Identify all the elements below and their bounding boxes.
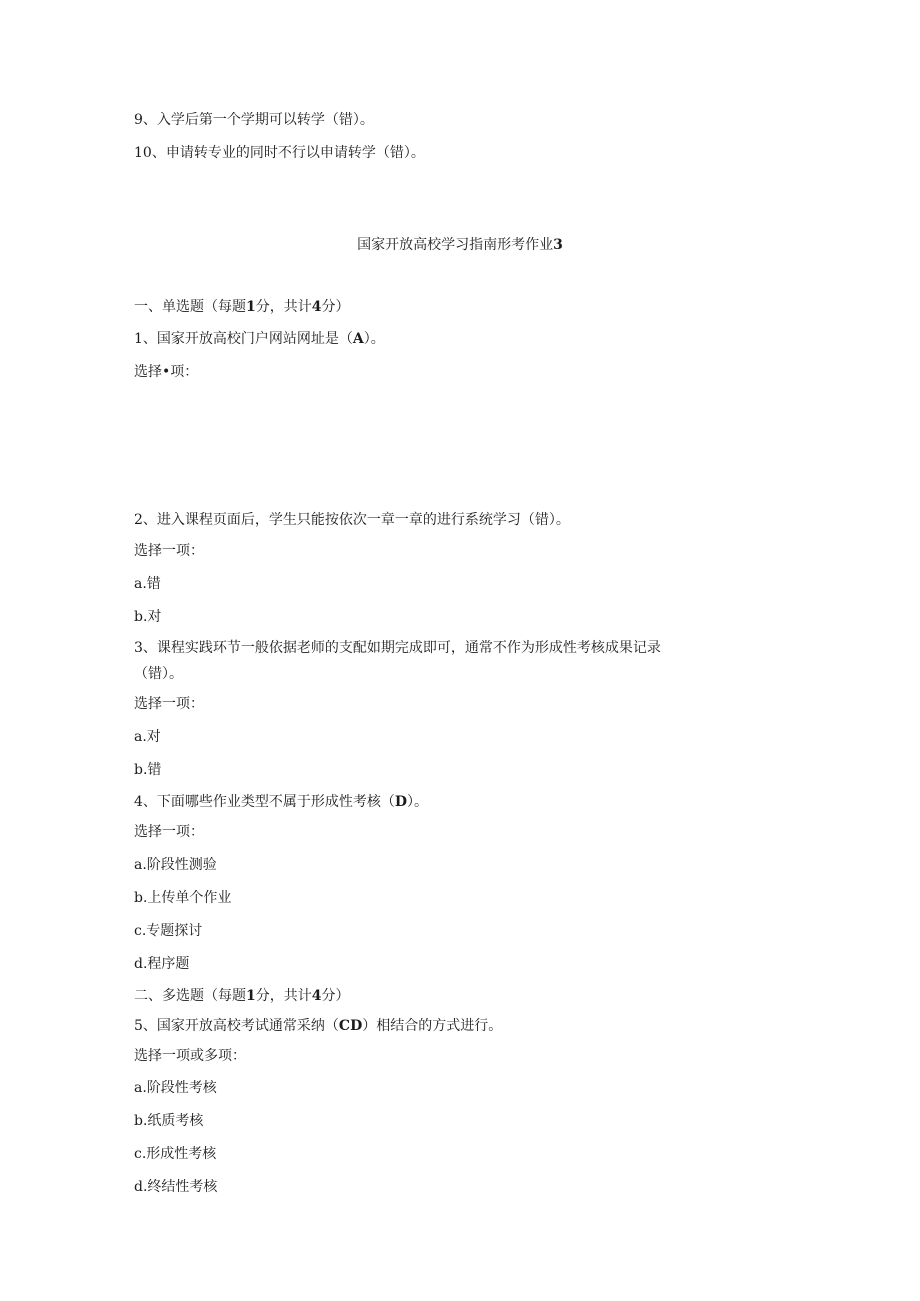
q4-option-c: c.专题探讨 [134,923,203,939]
q5-answer: CD [338,1018,363,1034]
q1-text: 1、国家开放高校门户网站网址是（ [134,331,353,347]
section1-mid: 分，共计 [255,299,312,315]
q3-option-a: a.对 [134,729,161,745]
section2-n1: 1 [246,988,256,1004]
q2-prompt: 选择一项： [134,543,204,559]
q1-post: ）。 [363,331,385,347]
q4-answer: D [394,794,408,810]
section2-n2: 4 [311,988,322,1004]
section2-post: 分） [321,988,350,1004]
q1-answer: A [352,331,364,347]
q5-text: 5、国家开放高校考试通常采纳（ [134,1018,339,1034]
document-title [0,235,920,255]
q5-option-d: d.终结性考核 [134,1179,218,1195]
q4-option-b: b.上传单个作业 [134,890,232,906]
section1-n2: 4 [311,299,322,315]
section1-pre: 一、单选题（每题 [134,299,246,315]
question-3-line-2: （错）。 [134,666,183,682]
question-10: 10、申请转专业的同时不行以申请转学（错）。 [134,145,425,161]
q5-prompt: 选择一项或多项： [134,1048,246,1064]
question-5 [134,1016,502,1036]
section-heading-single-choice [134,297,350,317]
title-text: 国家开放高校学习指南形考作业 [357,237,554,253]
section1-post: 分） [321,299,350,315]
q4-prompt: 选择一项： [134,824,204,840]
section2-mid: 分，共计 [255,988,312,1004]
q2-option-b: b.对 [134,609,162,625]
q1-prompt: 选择•项： [134,364,199,380]
q5-option-b: b.纸质考核 [134,1113,204,1129]
q4-option-a: a.阶段性测验 [134,857,217,873]
section2-pre: 二、多选题（每题 [134,988,246,1004]
question-3-line-1: 3、课程实践环节一般依据老师的支配如期完成即可，通常不作为形成性考核成果记录 [134,640,661,656]
q5-option-c: c.形成性考核 [134,1146,217,1162]
q2-option-a: a.错 [134,576,161,592]
q3-option-b: b.错 [134,762,162,778]
question-9: 9、入学后第一个学期可以转学（错）。 [134,112,374,128]
section1-n1: 1 [246,299,256,315]
q4-text: 4、下面哪些作业类型不属于形成性考核（ [134,794,395,810]
title-number: 3 [553,237,563,253]
question-4 [134,792,428,812]
q5-post: ）相结合的方式进行。 [362,1018,503,1034]
question-2: 2、进入课程页面后，学生只能按依次一章一章的进行系统学习（错）。 [134,512,570,528]
q4-option-d: d.程序题 [134,956,190,972]
question-1 [134,329,385,349]
section-heading-multiple-choice [134,986,350,1006]
q4-post: ）。 [407,794,429,810]
q5-option-a: a.阶段性考核 [134,1080,217,1096]
q3-prompt: 选择一项： [134,696,204,712]
